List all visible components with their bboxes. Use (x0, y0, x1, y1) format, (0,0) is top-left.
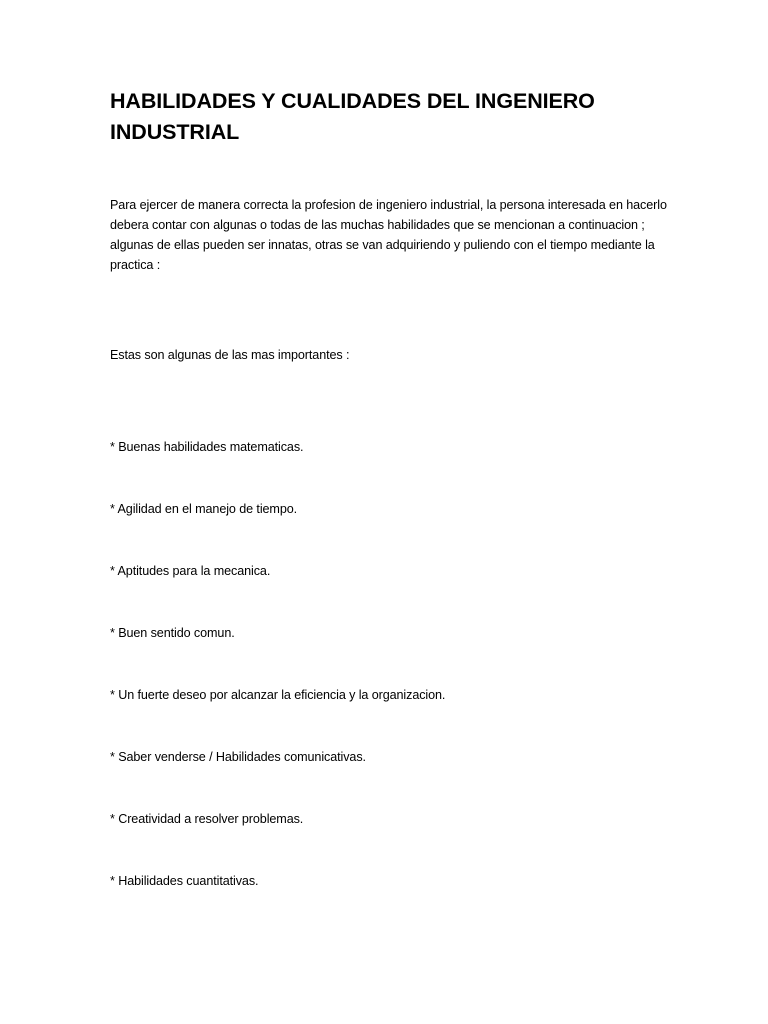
skill-item-mechanics: * Aptitudes para la mecanica. (110, 564, 271, 578)
skills-lead-text: Estas son algunas de las mas importantes : (110, 348, 350, 362)
skill-item-math: * Buenas habilidades matematicas. (110, 440, 304, 454)
skill-item-creativity: * Creatividad a resolver problemas. (110, 812, 304, 826)
document-title: HABILIDADES Y CUALIDADES DEL INGENIERO INDUSTRIAL (110, 89, 595, 144)
skill-item-time-management: * Agilidad en el manejo de tiempo. (110, 502, 298, 516)
intro-paragraph: Para ejercer de manera correcta la profesion de ingeniero industrial, la persona interesada en hacerlo debera contar con algunas o todas de las muchas habilidades que se mencionan a continuacion ; algunas de ellas pueden ser innatas, otras se van adquiriendo y puliendo con el tiempo mediante la practica : (110, 198, 667, 272)
skill-item-efficiency: * Un fuerte deseo por alcanzar la eficiencia y la organizacion. (110, 688, 446, 702)
skill-item-common-sense: * Buen sentido comun. (110, 626, 235, 640)
skill-item-quantitative: * Habilidades cuantitativas. (110, 874, 259, 888)
skill-item-communication: * Saber venderse / Habilidades comunicativas. (110, 750, 366, 764)
